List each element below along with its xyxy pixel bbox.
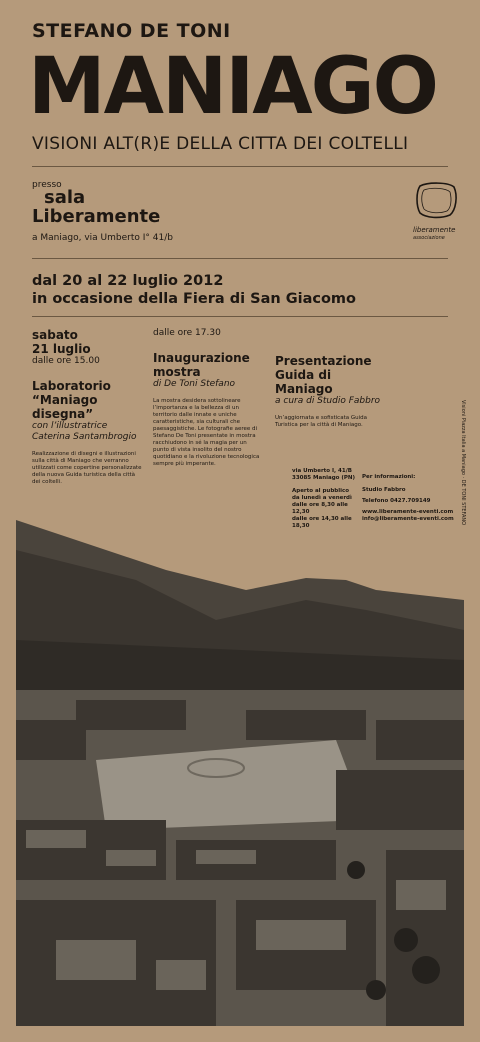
venue-name bbox=[32, 188, 160, 226]
date-range: dal 20 al 22 luglio 2012 bbox=[32, 273, 224, 289]
venue-line1: sala bbox=[44, 187, 86, 208]
logo-tagline: associazione bbox=[413, 235, 445, 241]
hours-open-4: dalle ore 14,30 alle 18,30 bbox=[292, 516, 352, 529]
occasion: in occasione della Fiera di San Giacomo bbox=[32, 291, 357, 307]
aerial-photo bbox=[16, 520, 464, 1026]
lab-title-2: “Maniago bbox=[32, 393, 98, 407]
inauguration-description: La mostra desidera sottolineare l’importanza e la bellezza di un territorio dalle innate e uniche caratteristiche, sia culturali che paesaggistiche. Le fotografie aeree di Stefano De Toni presentate in mostra racchiudono in sé la magia per un punto di vista insolito del nostro quotidiano e la rivoluzione tecnologica sempre più imperante. bbox=[153, 398, 260, 467]
venue-line2: Liberamente bbox=[32, 206, 161, 227]
lab-title-1: Laboratorio bbox=[32, 379, 111, 393]
liberamente-logo-icon bbox=[414, 180, 458, 220]
venue-address: a Maniago, via Umberto I° 41/b bbox=[32, 233, 173, 243]
hours-addr-1: via Umberto I, 41/B bbox=[292, 468, 352, 474]
inauguration-by: di De Toni Stefano bbox=[153, 379, 236, 389]
hours-open-2: da lunedì a venerdì bbox=[292, 495, 352, 501]
inauguration-title-1: Inaugurazione bbox=[153, 351, 250, 365]
info-phone: Telefono 0427.709149 bbox=[362, 498, 431, 504]
vertical-credit: Visioni Piazza Italia a Maniago · DE TONI STEFANO bbox=[460, 400, 466, 526]
divider bbox=[32, 166, 448, 167]
divider bbox=[32, 258, 448, 259]
inauguration-time: dalle ore 17.30 bbox=[153, 328, 221, 338]
event-dates bbox=[32, 272, 356, 308]
hours-open-1: Aperto al pubblico bbox=[292, 488, 350, 494]
hours-open-3: dalle ore 8,30 alle 12,30 bbox=[292, 502, 348, 515]
saturday-day: sabato bbox=[32, 328, 78, 342]
info-block bbox=[362, 474, 460, 523]
poster-subtitle: VISIONI ALT(R)E DELLA CITTA DEI COLTELLI bbox=[32, 134, 409, 154]
lab-title-3: disegna” bbox=[32, 407, 94, 421]
presentation-by: a cura di Studio Fabbro bbox=[275, 396, 381, 406]
presentation-title-2: Guida di Maniago bbox=[275, 368, 333, 396]
author-name: STEFANO DE TONI bbox=[32, 20, 231, 42]
hours-addr-2: 33085 Maniago (PN) bbox=[292, 475, 356, 481]
saturday-block bbox=[32, 328, 142, 486]
info-web[interactable]: www.liberamente-eventi.com bbox=[362, 509, 454, 515]
presentation-title-1: Presentazione bbox=[275, 354, 372, 368]
presentation-description: Un’aggiornata e sofisticata Guida Turistica per la città di Maniago. bbox=[275, 415, 367, 428]
info-studio: Studio Fabbro bbox=[362, 487, 406, 493]
venue-pre: presso bbox=[32, 180, 62, 190]
presentation-block bbox=[275, 354, 390, 429]
lab-description: Realizzazione di disegni e illustrazioni sulla città di Maniago che verranno utilizzati come copertine personalizzate della nuova Guida turistica della città dei coltelli. bbox=[32, 451, 142, 485]
logo-name: liberamente bbox=[413, 226, 456, 234]
inauguration-title-2: mostra bbox=[153, 365, 201, 379]
saturday-time: dalle ore 15.00 bbox=[32, 356, 100, 366]
info-email[interactable]: info@liberamente-eventi.com bbox=[362, 516, 454, 522]
lab-with-1: con l’illustratrice bbox=[32, 421, 108, 431]
logo-text bbox=[413, 226, 473, 242]
saturday-date: 21 luglio bbox=[32, 342, 91, 356]
poster-title: MANIAGO bbox=[28, 42, 437, 132]
info-title: Per informazioni: bbox=[362, 474, 416, 480]
inauguration-block bbox=[153, 328, 263, 468]
divider bbox=[32, 316, 448, 317]
lab-with-2: Caterina Santambrogio bbox=[32, 432, 137, 442]
